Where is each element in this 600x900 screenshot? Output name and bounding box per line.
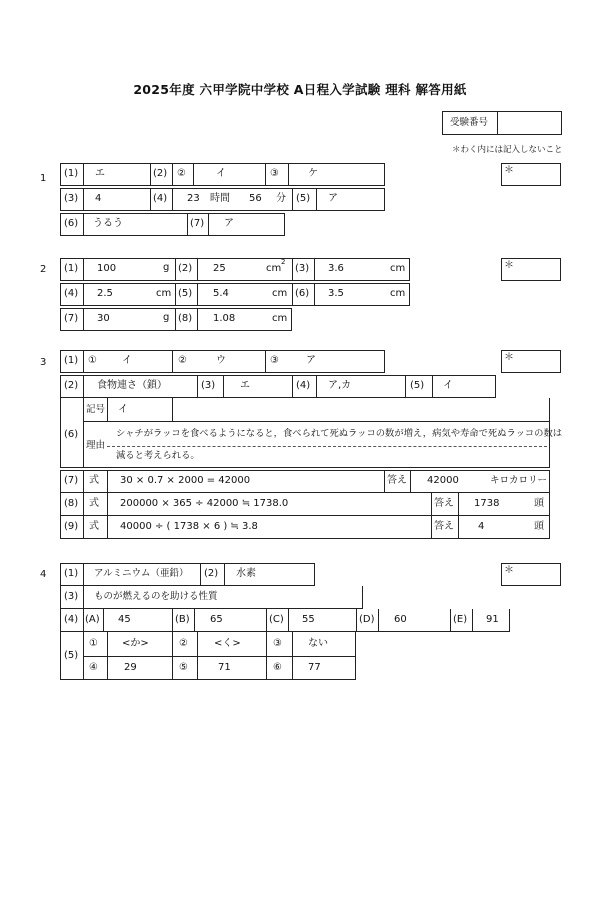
q2-number: 2 (40, 264, 47, 275)
q2-answer-3[interactable]: 3.6 (328, 263, 344, 274)
q3-reason-line1[interactable]: シャチがラッコを食べるようになると，食べられて死ぬラッコの数が増え，病気や寿命で死ぬラッコの数は (116, 428, 563, 439)
q3-r1-div3 (265, 350, 266, 373)
q3-r8-answer[interactable]: 1738 (474, 498, 500, 509)
q4-answer-5-4[interactable]: 29 (124, 662, 137, 673)
q1-answer-4-hours[interactable]: 23 (187, 193, 200, 204)
q2-label-5: (5) (178, 288, 193, 299)
q1-r1-div6 (288, 163, 289, 186)
q3-r9-formula[interactable]: 40000 ÷ ( 1738 × 6 ) ≒ 3.8 (120, 521, 258, 532)
q2-r1-div5 (314, 258, 315, 281)
q2-r3-div2 (175, 308, 176, 331)
q2-unit-2: cm (266, 263, 282, 274)
q4-label-A: (A) (85, 614, 100, 625)
q3-answer-1-1[interactable]: イ (122, 355, 132, 366)
q1-score-star: ＊ (504, 165, 514, 176)
q4-answer-5-1[interactable]: <か> (122, 638, 149, 649)
q3-label-6: (6) (64, 429, 79, 440)
q3-answer-1-2[interactable]: ウ (216, 355, 226, 366)
q2-answer-5[interactable]: 5.4 (213, 288, 229, 299)
q3-label-9: (9) (64, 521, 79, 532)
q3-r7-div4 (410, 470, 411, 493)
q2-answer-4[interactable]: 2.5 (97, 288, 113, 299)
q3-score-star: ＊ (504, 352, 514, 363)
q1-hours-unit: 時間 (210, 193, 230, 204)
q1-label-2: (2) (153, 168, 168, 179)
q2-row3 (60, 308, 292, 331)
q2-label-2: (2) (178, 263, 193, 274)
q4-r5-mid (83, 656, 356, 657)
q4-r1-div3 (224, 563, 225, 586)
q2-r2-div3 (197, 283, 198, 306)
q3-r7-div2 (107, 470, 108, 493)
q1-answer-6[interactable]: うるう (93, 218, 123, 229)
q1-r1-div5 (265, 163, 266, 186)
q3-r7-formula[interactable]: 30 × 0.7 × 2000 = 42000 (120, 475, 251, 486)
q3-r7-div3 (384, 470, 385, 493)
q1-label-5: (5) (296, 193, 311, 204)
q4-label-C: (C) (269, 614, 284, 625)
q2-unit-6: cm (390, 288, 406, 299)
q2-r1-div4 (292, 258, 293, 281)
q2-unit-4: cm (156, 288, 172, 299)
q3-r6-kigo-line (83, 421, 550, 422)
q4-r5-div2 (107, 632, 108, 680)
q2-label-7: (7) (64, 313, 79, 324)
q3-number: 3 (40, 357, 47, 368)
q3-r6-dash-line (107, 446, 547, 447)
q1-r1-div4 (193, 163, 194, 186)
q3-r2-div6 (405, 375, 406, 398)
q4-answer-5-5[interactable]: 71 (218, 662, 231, 673)
q4-r3-div7 (356, 609, 357, 632)
q3-answer-5[interactable]: イ (443, 380, 453, 391)
q4-r3-div8 (378, 609, 379, 632)
q3-r2-div1 (83, 375, 84, 398)
q4-answer-E[interactable]: 91 (486, 614, 499, 625)
q3-r8-unit: 頭 (534, 498, 544, 509)
q4-r5-div6 (292, 632, 293, 680)
q4-r2-div1 (83, 586, 84, 609)
q1-r2-div1 (83, 188, 84, 211)
q1-r1-div1 (83, 163, 84, 186)
q3-r2-div2 (197, 375, 198, 398)
q4-label-5: (5) (64, 650, 79, 661)
q3-r9-shiki: 式 (89, 521, 99, 532)
q2-r2-div4 (292, 283, 293, 306)
q2-r3-div1 (83, 308, 84, 331)
q4-r5-div5 (266, 632, 267, 680)
q4-circle-3: ③ (273, 638, 282, 649)
q3-r6-kigo-div (107, 398, 108, 421)
exam-number-input[interactable] (498, 112, 561, 134)
q2-r1-div1 (83, 258, 84, 281)
q1-minutes-unit: 分 (276, 193, 286, 204)
q4-r3-div10 (472, 609, 473, 632)
q3-r8-div3 (431, 493, 432, 516)
q4-r5-div3 (172, 632, 173, 680)
q3-circle-1: ① (88, 355, 97, 366)
q4-label-4: (4) (64, 614, 79, 625)
q1-label-3: (3) (64, 193, 79, 204)
q3-riyu-label: 理由 (86, 440, 106, 451)
q3-r9-answer-label: 答え (434, 521, 454, 532)
q2-answer-7[interactable]: 30 (97, 313, 110, 324)
q2-label-4: (4) (64, 288, 79, 299)
q3-r7-answer[interactable]: 42000 (427, 475, 459, 486)
q4-r3-div5 (266, 609, 267, 632)
q3-r8-answer-label: 答え (434, 498, 454, 509)
q3-r9-unit: 頭 (534, 521, 544, 532)
q2-unit-8: cm (272, 313, 288, 324)
q4-answer-5-3[interactable]: ない (308, 638, 328, 649)
q1-answer-2[interactable]: イ (216, 168, 226, 179)
q2-r2-div2 (175, 283, 176, 306)
q1-number: 1 (40, 173, 47, 184)
q2-unit-5: cm (272, 288, 288, 299)
q1-circle-3: ③ (270, 168, 279, 179)
q3-label-8: (8) (64, 498, 79, 509)
q4-answer-3[interactable]: ものが燃えるのを助ける性質 (94, 591, 218, 602)
q3-label-1: (1) (64, 355, 79, 366)
q2-label-6: (6) (295, 288, 310, 299)
q1-r3-div1 (83, 213, 84, 236)
q3-r7-answer-label: 答え (387, 475, 407, 486)
q3-kigo-answer[interactable]: イ (118, 404, 128, 415)
q2-score-star: ＊ (504, 260, 514, 271)
q4-circle-6: ⑥ (273, 662, 282, 673)
q2-r1-div2 (175, 258, 176, 281)
note-text: ＊わく内には記入しないこと (452, 145, 563, 155)
q4-answer-1[interactable]: アルミニウム（亜鉛） (94, 568, 189, 579)
q4-r3-div1 (83, 609, 84, 632)
q3-r6-div1 (83, 398, 84, 468)
q3-r2-div3 (223, 375, 224, 398)
q4-r5-div4 (197, 632, 198, 680)
q3-kigo-label: 記号 (86, 404, 106, 415)
q3-r8-div4 (458, 493, 459, 516)
q1-r2-div5 (316, 188, 317, 211)
q4-r1-div1 (83, 563, 84, 586)
q2-unit-3: cm (390, 263, 406, 274)
q1-answer-7[interactable]: ア (224, 218, 234, 229)
q4-answer-5-2[interactable]: <く> (214, 638, 241, 649)
exam-number-label: 受験番号 (450, 117, 489, 128)
q4-label-B: (B) (175, 614, 190, 625)
q4-circle-2: ② (179, 638, 188, 649)
q1-r1-div2 (150, 163, 151, 186)
q2-unit-2-superscript: 2 (281, 258, 286, 266)
q3-circle-3: ③ (270, 355, 279, 366)
q1-r2-div2 (150, 188, 151, 211)
q1-label-4: (4) (153, 193, 168, 204)
q2-unit-7: g (163, 312, 170, 323)
q4-r3-div9 (450, 609, 451, 632)
q3-r8-div1 (83, 493, 84, 516)
q4-label-2: (2) (204, 568, 219, 579)
q3-label-7: (7) (64, 475, 79, 486)
q4-answer-5-6[interactable]: 77 (308, 662, 321, 673)
q4-answer-2[interactable]: 水素 (236, 568, 256, 579)
q3-r9-div1 (83, 516, 84, 539)
q3-r9-div2 (107, 516, 108, 539)
q3-answer-1-3[interactable]: ア (306, 355, 316, 366)
q1-label-6: (6) (64, 218, 79, 229)
q3-answer-4[interactable]: ア,カ (328, 380, 352, 391)
q2-answer-1[interactable]: 100 (97, 263, 117, 274)
q1-answer-1[interactable]: エ (95, 168, 105, 179)
q3-r9-answer[interactable]: 4 (478, 521, 485, 532)
q3-r2-div5 (316, 375, 317, 398)
q4-circle-4: ④ (89, 662, 98, 673)
q1-answer-4-minutes[interactable]: 56 (249, 193, 262, 204)
q3-r8-div2 (107, 493, 108, 516)
q4-answer-B[interactable]: 65 (210, 614, 223, 625)
q3-r2-div4 (292, 375, 293, 398)
q2-label-1: (1) (64, 263, 79, 274)
q3-r7-div1 (83, 470, 84, 493)
q2-r1-div3 (197, 258, 198, 281)
q3-answer-2[interactable]: 食物連さ（鎖） (97, 380, 167, 391)
q1-label-7: (7) (190, 218, 205, 229)
page-title: 2025年度 六甲学院中学校 A日程入学試験 理科 解答用紙 (133, 82, 467, 97)
q3-answer-3[interactable]: エ (240, 380, 250, 391)
q3-r9-div3 (431, 516, 432, 539)
q3-label-3: (3) (201, 380, 216, 391)
q1-answer-3-value[interactable]: 4 (95, 193, 102, 204)
q4-r1-div2 (200, 563, 201, 586)
q4-circle-5: ⑤ (179, 662, 188, 673)
q3-r1-div1 (83, 350, 84, 373)
q4-label-D: (D) (359, 614, 375, 625)
q3-r7-unit: キロカロリー (490, 475, 548, 486)
q4-answer-D[interactable]: 60 (394, 614, 407, 625)
q2-r2-div1 (83, 283, 84, 306)
q3-r2-div7 (432, 375, 433, 398)
q4-label-1: (1) (64, 568, 79, 579)
q4-number: 4 (40, 569, 47, 580)
q1-r3-div3 (208, 213, 209, 236)
q4-r3-div3 (172, 609, 173, 632)
q3-reason-line2[interactable]: 減ると考えられる。 (116, 450, 200, 461)
q3-r1-div2 (172, 350, 173, 373)
q3-label-5: (5) (410, 380, 425, 391)
q1-answer-3[interactable]: ケ (308, 168, 318, 179)
q1-answer-5[interactable]: ア (328, 193, 338, 204)
q1-r2-div3 (172, 188, 173, 211)
q2-answer-2[interactable]: 25 (213, 263, 226, 274)
q3-r8-formula[interactable]: 200000 × 365 ÷ 42000 ≒ 1738.0 (120, 498, 289, 509)
q4-label-3: (3) (64, 591, 79, 602)
q3-r8-shiki: 式 (89, 498, 99, 509)
q4-r3-div4 (194, 609, 195, 632)
q2-answer-8[interactable]: 1.08 (213, 313, 236, 324)
q1-r1-div3 (172, 163, 173, 186)
q4-r3-div6 (288, 609, 289, 632)
q3-circle-2: ② (178, 355, 187, 366)
q4-label-E: (E) (453, 614, 468, 625)
q1-r3-div2 (187, 213, 188, 236)
q4-r3-div2 (103, 609, 104, 632)
q4-answer-C[interactable]: 55 (302, 614, 315, 625)
q3-r9-div4 (458, 516, 459, 539)
q2-r3-div3 (197, 308, 198, 331)
q3-label-4: (4) (296, 380, 311, 391)
q2-label-8: (8) (178, 313, 193, 324)
q3-r7-shiki: 式 (89, 475, 99, 486)
q1-r2-div4 (292, 188, 293, 211)
q3-label-2: (2) (64, 380, 79, 391)
q2-answer-6[interactable]: 3.5 (328, 288, 344, 299)
q2-unit-1: g (163, 262, 170, 273)
q4-score-star: ＊ (504, 565, 514, 576)
q4-answer-A[interactable]: 45 (118, 614, 131, 625)
q2-label-3: (3) (295, 263, 310, 274)
q1-circle-2: ② (177, 168, 186, 179)
q1-label-1: (1) (64, 168, 79, 179)
q3-r6-kigo-end (172, 398, 173, 421)
q2-r2-div5 (314, 283, 315, 306)
q4-circle-1: ① (89, 638, 98, 649)
